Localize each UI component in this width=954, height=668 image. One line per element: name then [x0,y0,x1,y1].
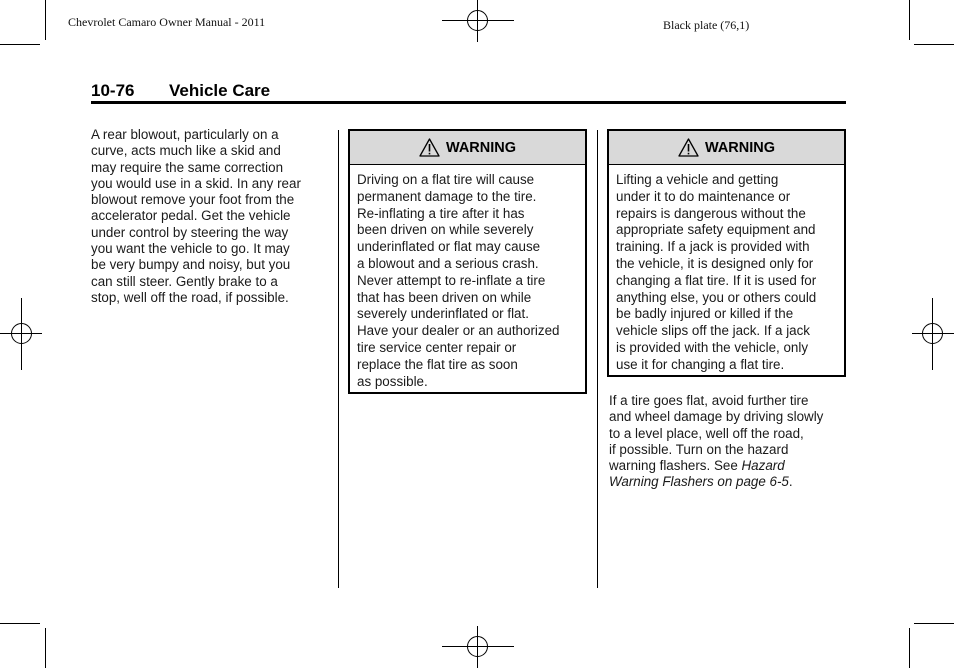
text-line: replace the flat tire as soon [357,356,518,372]
text-line: changing a flat tire. If it is used for [616,272,817,288]
text-line: you would use in a skid. In any rear [91,175,301,191]
text-line [609,393,849,409]
column-divider [597,130,598,588]
text-line: as possible. [357,373,428,389]
text-line: may require the same correction [91,159,284,175]
text-line: Lifting a vehicle and getting [616,172,779,187]
text-line: is provided with the vehicle, only [616,339,809,355]
crop-mark [914,44,954,45]
warning-label: WARNING [704,139,776,156]
registration-circle-icon [922,323,943,344]
page-number: 10-76 [91,81,135,100]
text-segment: warning flashers. See [609,458,742,474]
registration-circle-icon [467,10,488,31]
text-line: underinflated or flat may cause [357,239,541,255]
warning-header [350,131,585,165]
manual-title: Chevrolet Camaro Owner Manual - 2011 [68,15,266,29]
warning-triangle-icon [419,138,440,157]
cross-reference-link[interactable]: Hazard [741,458,785,474]
text-line [609,426,849,442]
text-line: Re-inflating a tire after it has [357,205,525,221]
text-line: curve, acts much like a skid and [91,143,281,159]
warning-text [350,165,585,390]
warning-text [609,165,844,374]
plate-label: Black plate (76,1) [663,18,750,32]
text-line: anything else, you or others could [616,289,817,305]
section-title: Vehicle Care [169,81,271,100]
text-line: blowout remove your foot from the [91,192,295,208]
crop-mark [909,0,910,40]
text-line: that has been driven on while [357,289,532,305]
text-line [609,409,849,425]
warning-box-jack [607,129,846,377]
registration-circle-icon [11,323,32,344]
warning-triangle-icon [678,138,699,157]
text-line: training. If a jack is provided with [616,239,810,255]
warning-box-flat-tire [348,129,587,394]
text-line: appropriate safety equipment and [616,222,816,238]
crop-mark [914,623,954,624]
period: . [788,474,793,490]
crop-mark [0,44,40,45]
text-line: use it for changing a flat tire. [616,356,785,372]
text-line: Have your dealer or an authorized [357,323,560,339]
registration-circle-icon [467,636,488,657]
text-segment: If a tire goes flat, avoid further tire [609,393,809,408]
text-line: permanent damage to the tire. [357,188,537,204]
text-line: be very bumpy and noisy, but you [91,257,291,273]
text-line: be badly injured or killed if the [616,306,794,322]
text-line: been driven on while severely [357,222,534,238]
text-line: tire service center repair or [357,339,517,355]
cross-reference-link[interactable]: Warning Flashers on page 6-5 [609,474,789,490]
section-heading [91,81,270,101]
text-line: under it to do maintenance or [616,188,791,204]
heading-rule [91,101,846,104]
flat-tire-paragraph [609,393,849,491]
text-line: the vehicle, it is designed only for [616,255,814,271]
crop-mark [909,628,910,668]
text-line: repairs is dangerous without the [616,205,806,221]
text-segment: and wheel damage by driving slowly [609,409,824,425]
crop-mark [45,628,46,668]
text-line: vehicle slips off the jack. If a jack [616,323,811,339]
text-line: stop, well off the road, if possible. [91,289,289,305]
text-line [609,442,849,458]
warning-header [609,131,844,165]
text-line: under control by steering the way [91,224,289,240]
text-line: a blowout and a serious crash. [357,255,539,271]
warning-label: WARNING [445,139,517,156]
blowout-paragraph [91,127,327,306]
crop-mark [0,623,40,624]
text-line: you want the vehicle to go. It may [91,241,290,257]
text-line: severely underinflated or flat. [357,306,529,322]
text-line: accelerator pedal. Get the vehicle [91,208,291,224]
text-line [609,458,849,474]
text-line: can still steer. Gently brake to a [91,273,278,289]
text-segment: to a level place, well off the road, [609,425,804,441]
text-segment: if possible. Turn on the hazard [609,441,789,457]
text-line: A rear blowout, particularly on a [91,127,279,142]
text-line: Driving on a flat tire will cause [357,172,535,187]
crop-mark [45,0,46,40]
column-divider [338,130,339,588]
text-line: Never attempt to re-inflate a tire [357,272,546,288]
